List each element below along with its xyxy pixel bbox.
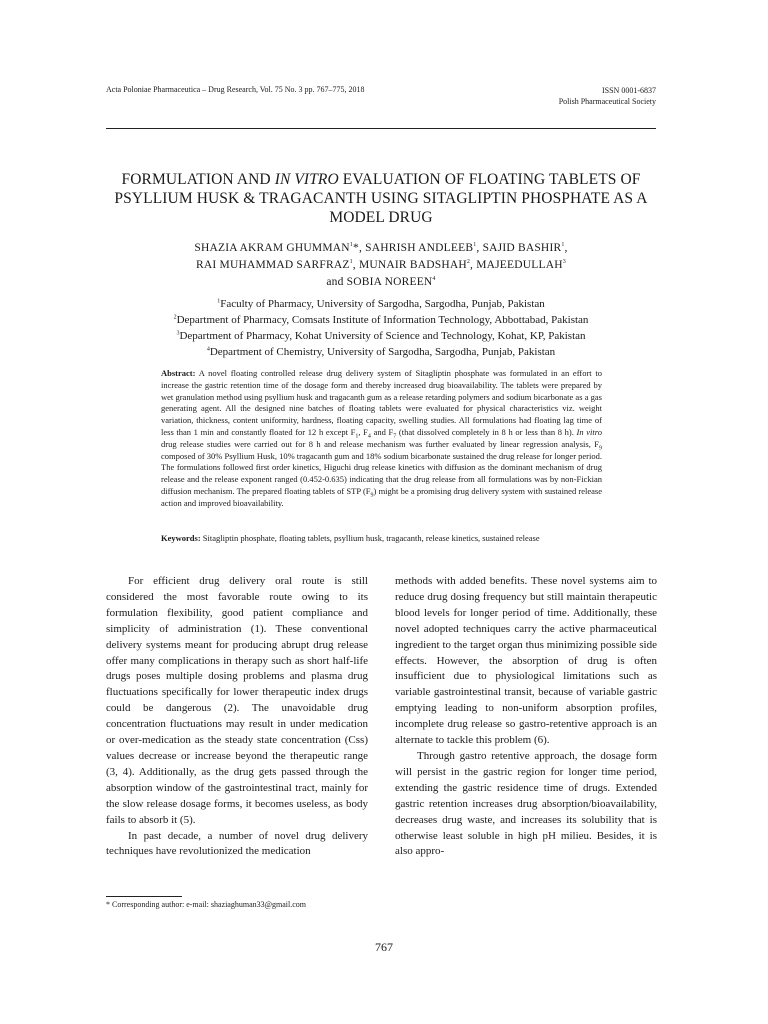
body-paragraph: In past decade, a number of novel drug delivery techniques have revolutionized the medication <box>106 829 368 858</box>
body-paragraph: methods with added benefits. These novel systems aim to reduce drug dosing frequency but still maintain therapeutic blood levels for longer period of time. Additionally, these novel adopted techniques carry the active pharmaceutical ingredient to the target organ thus minimizing possible side effects. However, the absorption of drug is often insufficient due to physiological limitations such as variable gastrointestinal transit, because of variable gastric emptying leading to non-uniform absorption profiles, incomplete drug release so gastro-retentive approach is an alternate to tackle this problem (6). <box>395 575 657 747</box>
author-list <box>106 240 656 291</box>
body-column-right <box>395 574 657 860</box>
author-name: MUNAIR BADSHAH <box>358 259 467 271</box>
corresponding-author-footnote: * Corresponding author: e-mail: shaziaghuman33@gmail.com <box>106 900 306 909</box>
author-affil-mark: 1 <box>561 242 565 249</box>
author-name: SOBIA NOREEN <box>346 276 433 288</box>
abstract <box>161 368 602 510</box>
author-name: SAJID BASHIR <box>482 242 562 254</box>
affiliation <box>106 344 656 360</box>
author-line-1 <box>106 240 656 257</box>
author-separator: , <box>476 242 483 254</box>
society-name: Polish Pharmaceutical Society <box>558 97 656 106</box>
journal-citation: Acta Poloniae Pharmaceutica – Drug Research, Vol. 75 No. 3 pp. 767–775, 2018 <box>106 85 365 94</box>
corresponding-mark: * <box>353 242 359 254</box>
body-paragraph: Through gastro retentive approach, the dosage form will persist in the gastric region for longer time period, extending the gastric residence time of drugs. Extended gastric retention increases drug absorption/bioavailability, decreases drug waste, and increases its solubility that is otherwise least soluble in high pH milieu. Besides, it is also appro- <box>395 749 657 858</box>
author-affil-mark: 1 <box>349 242 353 249</box>
paper-title <box>106 170 656 227</box>
author-affil-mark: 3 <box>562 259 566 266</box>
abstract-text: drug release studies were carried out for 8 h and release mechanism was further evaluated by linear regression analysis, F <box>161 438 599 449</box>
affil-text: Department of Pharmacy, Kohat University of Science and Technology, Kohat, KP, Pakistan <box>179 330 586 342</box>
keywords-label: Keywords: <box>161 533 201 543</box>
page-number: 767 <box>375 940 393 954</box>
abstract-text: and F <box>370 426 394 437</box>
header-rule <box>106 128 656 129</box>
abstract-subscript: 4 <box>367 433 371 440</box>
keywords <box>161 533 602 545</box>
affiliation <box>106 312 656 328</box>
abstract-italic: In vitro <box>576 426 603 437</box>
author-name: RAI MUHAMMAD SARFRAZ <box>196 259 350 271</box>
author-affil-mark: 1 <box>473 242 477 249</box>
author-separator: , <box>470 259 477 271</box>
affil-text: Department of Pharmacy, Comsats Institute of Information Technology, Abbottabad, Pakistan <box>176 314 589 326</box>
abstract-text: (that dissolved completely in 8 h or less than 8 h). <box>396 426 577 437</box>
affil-number: 4 <box>206 346 210 353</box>
affil-number: 3 <box>176 330 180 337</box>
journal-issn-block <box>559 85 656 107</box>
issn: ISSN 0001-6837 <box>601 86 656 95</box>
author-and: and <box>326 276 347 288</box>
author-affil-mark: 4 <box>432 276 436 283</box>
affil-number: 2 <box>173 314 177 321</box>
author-line-3 <box>106 274 656 291</box>
author-line-2 <box>106 257 656 274</box>
author-name: SAHRISH ANDLEEB <box>365 242 474 254</box>
affil-text: Faculty of Pharmacy, University of Sargodha, Sargodha, Punjab, Pakistan <box>220 298 545 310</box>
abstract-text: A novel floating controlled release drug delivery system of Sitagliptin phosphate was formulated in an effort to increase the gastric retention time of the dosage form and thereby increased drug bioavailability. The tablets were prepared by wet granulation method using psyllium husk and tragacanth gum as a release retarding polymers and sodium bicarbonate as a gas generating agent. All the designed nine batches of floating tablets were evaluated for physical characteristics viz. weight variation, thickness, content uniformity, hardness, floating capacity, swelling studies. All formulations had floating lag time of less than 1 min and constantly floated for 12 h except F <box>161 368 602 437</box>
abstract-subscript: 7 <box>393 433 397 440</box>
body-paragraph: For efficient drug delivery oral route is still considered the most favorable route owing to its formulation flexibility, good patient compliance and simplicity of administration (1). These conventional delivery systems meant for producing abrupt drug release offer many complications in therapy such as short half-life drugs poses multiple dosing problems and plasma drug fluctuations specifically for lower therapeutic index drugs could be dangerous (2). The unavoidable drug concentration fluctuations may result in under medication or over-medication as the steady state concentration (Css) values decrease or increase beyond the therapeutic range (3, 4). Additionally, as the drug gets passed through the absorption window of the gastrointestinal tract, mainly for the slow release dosage forms, it becomes useless, as body fails to absorb it (5). <box>106 575 368 826</box>
title-text-2: EVALUATION OF FLOATING TABLETS OF PSYLLIUM HUSK & TRAGACANTH USING SITAGLIPTIN PHOSPHATE AS A MODEL DRUG <box>114 171 648 226</box>
affil-number: 1 <box>217 298 221 305</box>
affiliation <box>106 296 656 312</box>
author-name: SHAZIA AKRAM GHUMMAN <box>194 242 350 254</box>
abstract-subscript: 1 <box>355 433 359 440</box>
abstract-label: Abstract: <box>161 368 196 378</box>
keywords-text: Sitagliptin phosphate, floating tablets, psyllium husk, tragacanth, release kinetics, sustained release <box>200 533 540 543</box>
abstract-text: composed of 30% Psyllium Husk, 10% tragacanth gum and 18% sodium bicarbonate sustained the drug release for longer period. The formulations followed first order kinetics, Higuchi drug release kinetics with diffusion as the dominant mechanism of drug release and the release exponent ranged (0.452-0.635) indicating that the drug release from all formulations was by non-Fickian diffusion mechanism. The prepared floating tablets of STP (F <box>161 450 602 496</box>
affiliation <box>106 328 656 344</box>
title-italic: IN VITRO <box>274 171 339 188</box>
affiliation-list <box>106 296 656 360</box>
abstract-subscript: 9 <box>599 445 602 452</box>
author-affil-mark: 2 <box>466 259 471 266</box>
body-column-left <box>106 574 368 860</box>
author-affil-mark: 1 <box>349 259 353 266</box>
author-name: MAJEEDULLAH <box>476 259 563 271</box>
author-separator: , <box>564 242 568 254</box>
author-separator: , <box>358 242 366 254</box>
author-separator: , <box>352 259 359 271</box>
abstract-text: ) might be a promising drug delivery system with sustained release action and improved bioavailability. <box>161 485 603 508</box>
title-text-1: FORMULATION AND <box>121 171 275 188</box>
affil-text: Department of Chemistry, University of Sargodha, Sargodha, Punjab, Pakistan <box>209 346 556 358</box>
footnote-rule <box>106 896 182 897</box>
abstract-subscript: 9 <box>370 492 374 499</box>
abstract-text: , F <box>358 426 368 437</box>
